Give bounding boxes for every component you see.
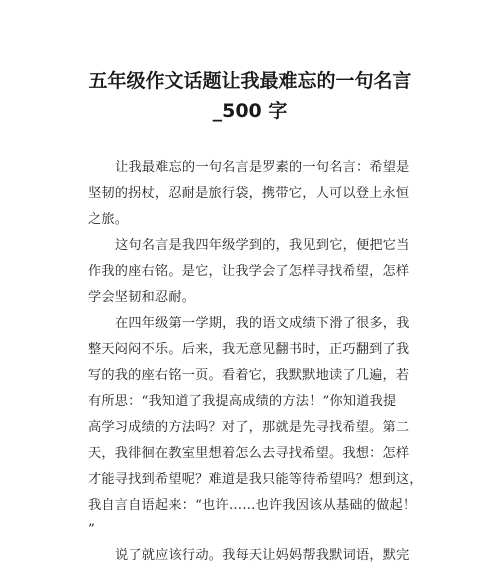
paragraph-3-line-6: 天，我徘徊在教室里想着怎么去寻找希望。我想：怎样 xyxy=(88,446,410,461)
paragraph-3-line-1: 在四年级第一学期，我的语文成绩下滑了很多，我 xyxy=(115,316,410,331)
paragraph-4-line-1: 说了就应该行动。我每天让妈妈帮我默词语，默完 xyxy=(115,548,410,563)
paragraph-3-line-4: 有所思：“我知道了我提高成绩的方法！”你知道我提 xyxy=(88,394,397,409)
paragraph-1-line-2: 坚韧的拐杖，忍耐是旅行袋，携带它，人可以登上永恒 xyxy=(88,186,410,201)
paragraph-3-line-2: 整天闷闷不乐。后来，我无意见翻书时，正巧翻到了我 xyxy=(88,342,410,357)
paragraph-3-line-9: ” xyxy=(88,522,95,537)
document-title-line-2: _500 字 xyxy=(212,100,288,122)
paragraph-2-line-2: 作我的座右铭。是它，让我学会了怎样寻找希望，怎样 xyxy=(88,264,410,279)
paragraph-1-line-1: 让我最难忘的一句名言是罗素的一句名言：希望是 xyxy=(115,160,410,175)
paragraph-3-line-5: 高学习成绩的方法吗？对了，那就是先寻找希望。第二 xyxy=(88,420,410,435)
paragraph-3-line-8: 我自言自语起来：“也许……也许我因该从基础的做起！ xyxy=(88,498,417,513)
paragraph-2-line-1: 这句名言是我四年级学到的，我见到它，便把它当 xyxy=(115,238,410,253)
paragraph-3-line-7: 才能寻找到希望呢？难道是我只能等待希望吗？想到这， xyxy=(88,472,423,487)
document-title-line-1: 五年级作文话题让我最难忘的一句名言 xyxy=(88,70,412,92)
paragraph-1-line-3: 之旅。 xyxy=(88,212,129,227)
paragraph-2-line-3: 学会坚韧和忍耐。 xyxy=(88,290,196,305)
paragraph-3-line-3: 写的我的座右铭一页。看着它，我默默地读了几遍，若 xyxy=(88,368,410,383)
